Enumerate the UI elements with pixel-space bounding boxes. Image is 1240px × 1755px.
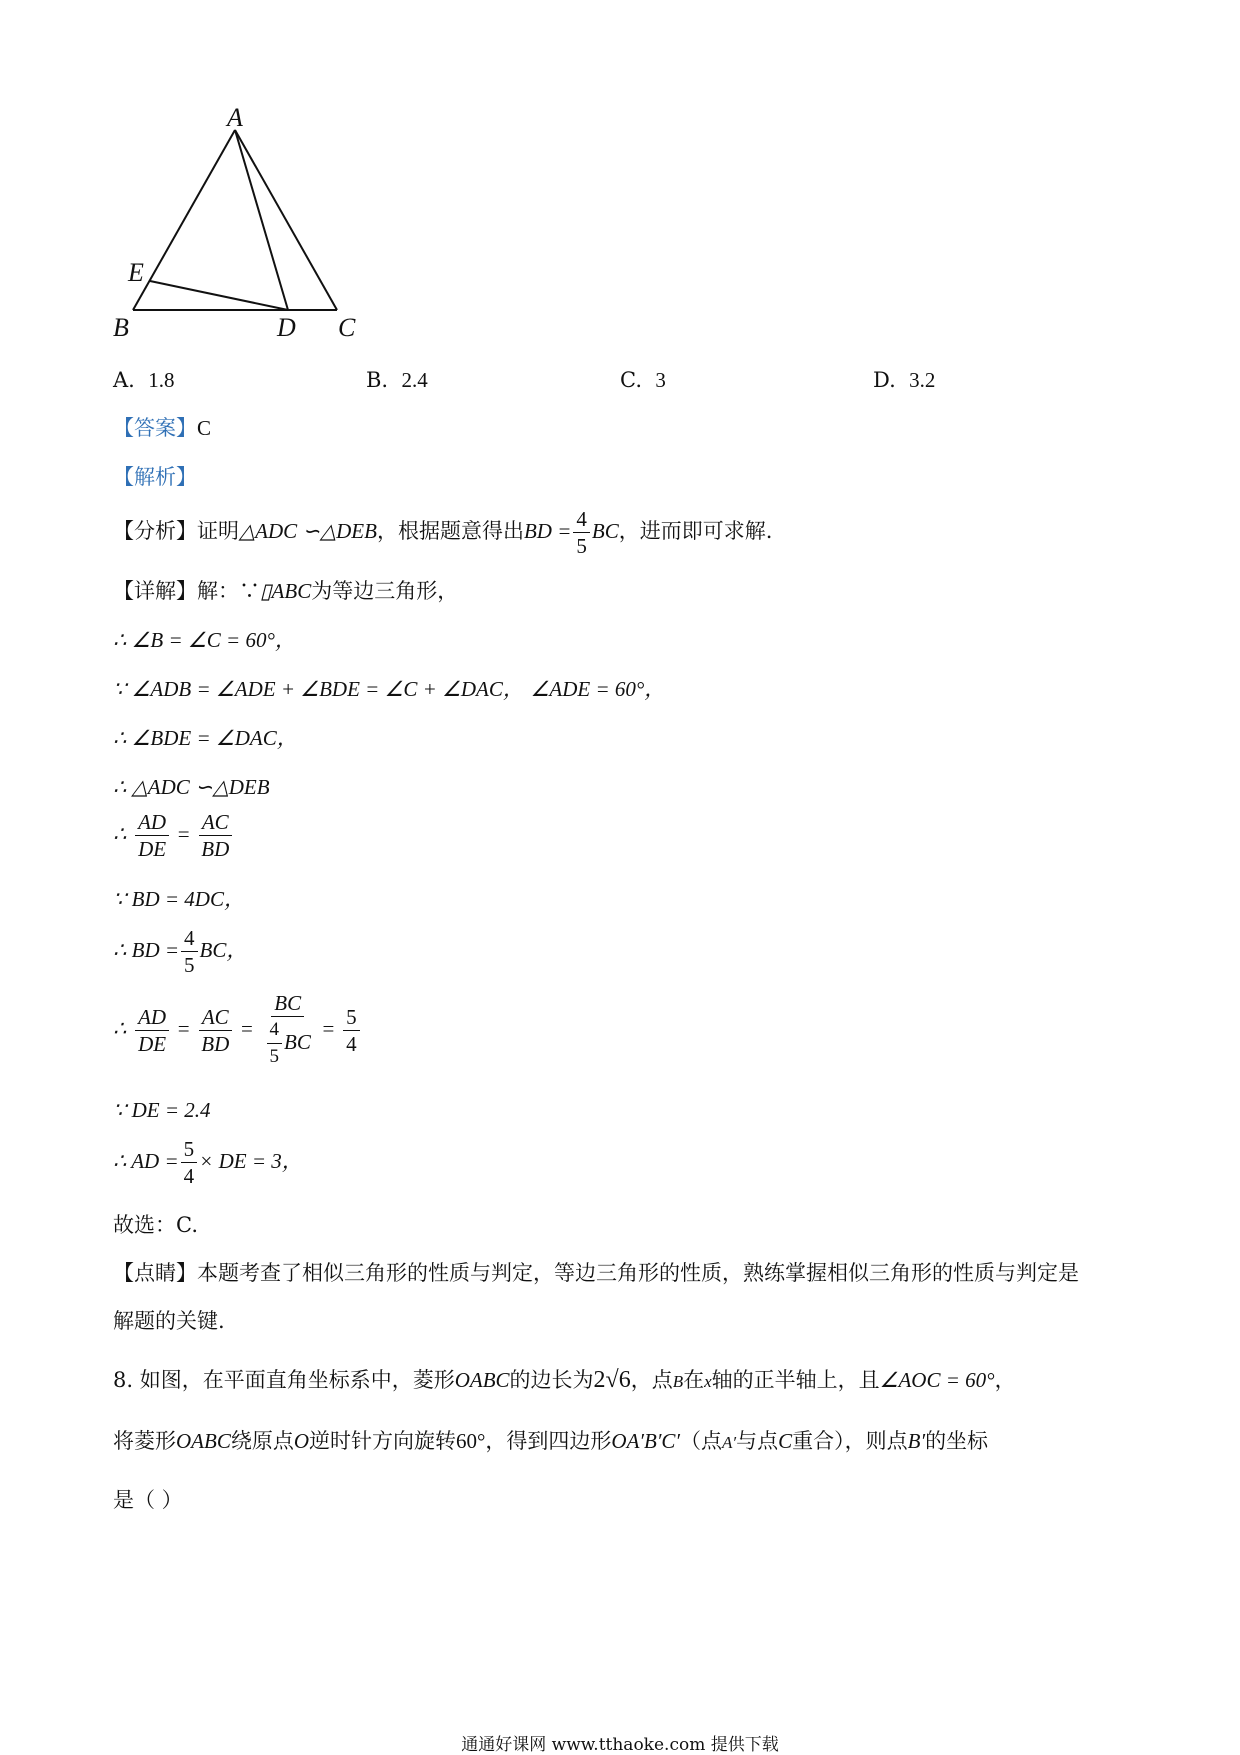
answer-line — [113, 412, 211, 444]
side-ac — [235, 130, 337, 310]
answer-value: C — [197, 416, 212, 440]
dianjing-line-1: 【点睛】本题考查了相似三角形的性质与判定，等边三角形的性质，熟练掌握相似三角形的性质与判定是 — [113, 1261, 1079, 1285]
step-10: ∵ DE = 2.4 — [113, 1098, 211, 1122]
step-11: ∴ AD = $\frac{5}{4}$ × DE = 3， — [113, 1137, 303, 1188]
segment-ad — [235, 130, 288, 310]
step-5: ∴ △ADC ∽△DEB — [113, 775, 270, 799]
q8-line-3: 是（ ） — [113, 1488, 183, 1512]
step-12: 故选：C. — [113, 1213, 198, 1237]
segment-ed — [150, 281, 288, 310]
choice-b: B. 2.4 — [366, 368, 428, 392]
step-3: ∵ ∠ADB = ∠ADE + ∠BDE = ∠C + ∠DAC， ∠ADE = 60°， — [113, 677, 666, 701]
fraction-4-5: $\frac{4}{5}$ — [573, 506, 590, 559]
side-ab — [133, 130, 235, 310]
analysis-tag: 【解析】 — [113, 465, 197, 489]
q8-line-1: 8. 如图，在平面直角坐标系中，菱形OABC的边长为2√6，点B在x轴的正半轴上，且∠AOC = 60°， — [113, 1367, 1016, 1393]
answer-tag: 【答案】 — [113, 416, 197, 440]
step-9: ∴ $\frac{AD}{DE}$ = $\frac{AC}{BD}$ = BC $\frac{4}{5}$ BC = $\frac{5}{4}$ — [113, 990, 362, 1070]
step-7: ∵ BD = 4DC， — [113, 887, 245, 911]
step-6: ∴ $\frac{AD}{DE}$ = $\frac{AC}{BD}$ — [113, 809, 234, 862]
step-1: 【详解】解：∵▯ABC为等边三角形， — [113, 579, 459, 603]
dianjing-line-2: 解题的关键. — [113, 1309, 225, 1333]
step-8: ∴ BD = $\frac{4}{5}$ BC， — [113, 926, 248, 977]
triangle-figure — [0, 0, 420, 360]
choice-d: D. 3.2 — [873, 368, 936, 392]
choice-a: A. 1.8 — [113, 368, 175, 392]
label-b: B — [113, 313, 129, 342]
footer-text: 通通好课网 www.tthaoke.com 提供下载 — [461, 1735, 779, 1755]
step-4: ∴ ∠BDE = ∠DAC， — [113, 726, 298, 750]
step-2: ∴ ∠B = ∠C = 60°， — [113, 628, 296, 652]
fenxi-line: 【分析】证明△ADC ∽△DEB，根据题意得出BD = $\frac{4}{5}$ BC，进而即可求解. — [113, 507, 773, 558]
label-c: C — [338, 313, 356, 342]
label-e: E — [128, 258, 144, 287]
label-a: A — [227, 103, 243, 132]
choice-c: C. 3 — [620, 368, 666, 392]
q8-line-2: 将菱形OABC绕原点O逆时针方向旋转60°，得到四边形OA′B′C′（点A′与点C重合），则点B′的坐标 — [113, 1429, 989, 1453]
label-d: D — [277, 313, 296, 342]
